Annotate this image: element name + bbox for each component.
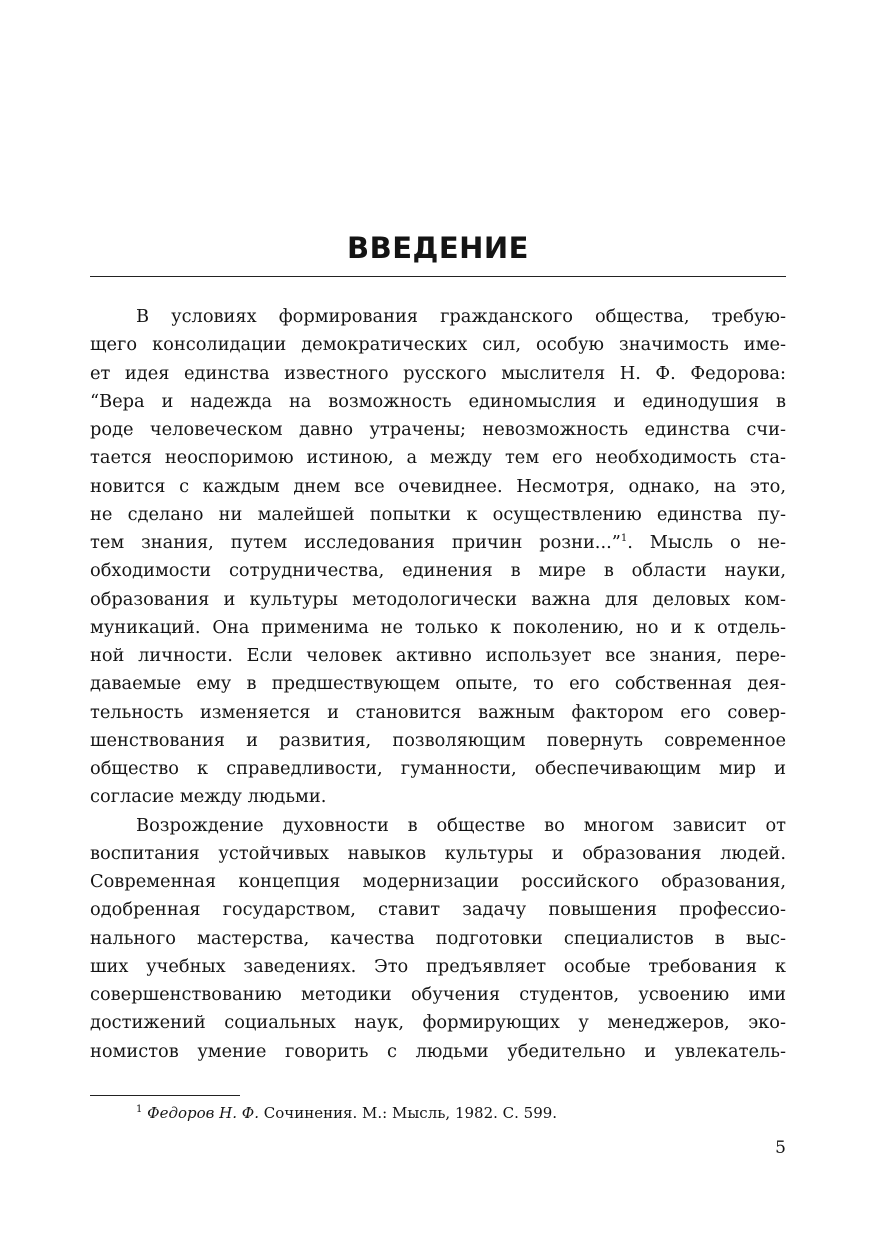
text-line: согласие между людьми. [90,786,327,808]
footnote-separator [90,1095,240,1096]
text-line: не сделано ни малейшей попытки к осуществлению единства пу- [90,503,786,525]
text-line: шенствования и развития, позволяющим повернуть современное [90,729,786,751]
text-line: номистов умение говорить с людьми убедительно и увлекатель- [90,1040,786,1062]
text-line: Современная концепция модернизации российского образования, [90,871,786,892]
text-fragment: тем знания, путем исследования причин розни...” [90,532,621,553]
text-line: образования и культуры методологически важна для деловых ком- [90,588,786,610]
text-line: достижений социальных наук, формирующих у менеджеров, эко- [90,1012,786,1034]
text-line: “Вера и надежда на возможность единомыслия и единодушия в [90,390,786,412]
text-fragment: . Мысль о не- [627,532,786,553]
footnote [136,1102,786,1124]
footnote-text: Сочинения. М.: Мысль, 1982. С. 599. [259,1104,558,1122]
footnote-mark: 1 [136,1104,143,1115]
text-line: Возрождение духовности в обществе во многом зависит от [136,814,786,836]
heading-rule [90,276,786,277]
text-line: роде человеческом давно утрачены; невозможность единства счи- [90,419,786,440]
text-line: обходимости сотрудничества, единения в мире в области науки, [90,560,786,582]
text-line: совершенствованию методики обучения студентов, усвоению ими [90,984,786,1005]
page-number: 5 [775,1138,786,1158]
text-line: воспитания устойчивых навыков культуры и образования людей. [90,842,786,864]
text-line: муникаций. Она применима не только к поколению, но и к отдель- [90,616,786,638]
paragraph-2 [90,812,786,1066]
text-line-with-footnote-ref [90,529,786,557]
text-line: даваемые ему в предшествующем опыте, то его собственная дея- [90,673,786,695]
text-line: нального мастерства, качества подготовки специалистов в выс- [90,927,786,949]
text-line: ет идея единства известного русского мыслителя Н. Ф. Федорова: [90,362,786,384]
text-line: общество к справедливости, гуманности, обеспечивающим мир и [90,758,786,779]
footnote-author: Федоров Н. Ф. [147,1104,259,1122]
text-line: тельность изменяется и становится важным фактором его совер- [90,701,786,723]
text-line: тается неоспоримою истиною, а между тем его необходимость ста- [90,447,786,469]
text-line: В условиях формирования гражданского общества, требую- [136,306,786,327]
text-line: щего консолидации демократических сил, особую значимость име- [90,334,786,356]
text-line: ной личности. Если человек активно использует все знания, пере- [90,645,786,666]
footnote-reference: 1 [620,533,628,545]
body-text [90,303,786,1066]
text-line: ших учебных заведениях. Это предъявляет особые требования к [90,955,786,977]
chapter-heading: ВВЕДЕНИЕ [346,231,529,265]
paragraph-1 [90,303,786,812]
text-line: одобренная государством, ставит задачу повышения профессио- [90,899,786,921]
text-line: новится с каждым днем все очевиднее. Несмотря, однако, на это, [90,475,786,497]
